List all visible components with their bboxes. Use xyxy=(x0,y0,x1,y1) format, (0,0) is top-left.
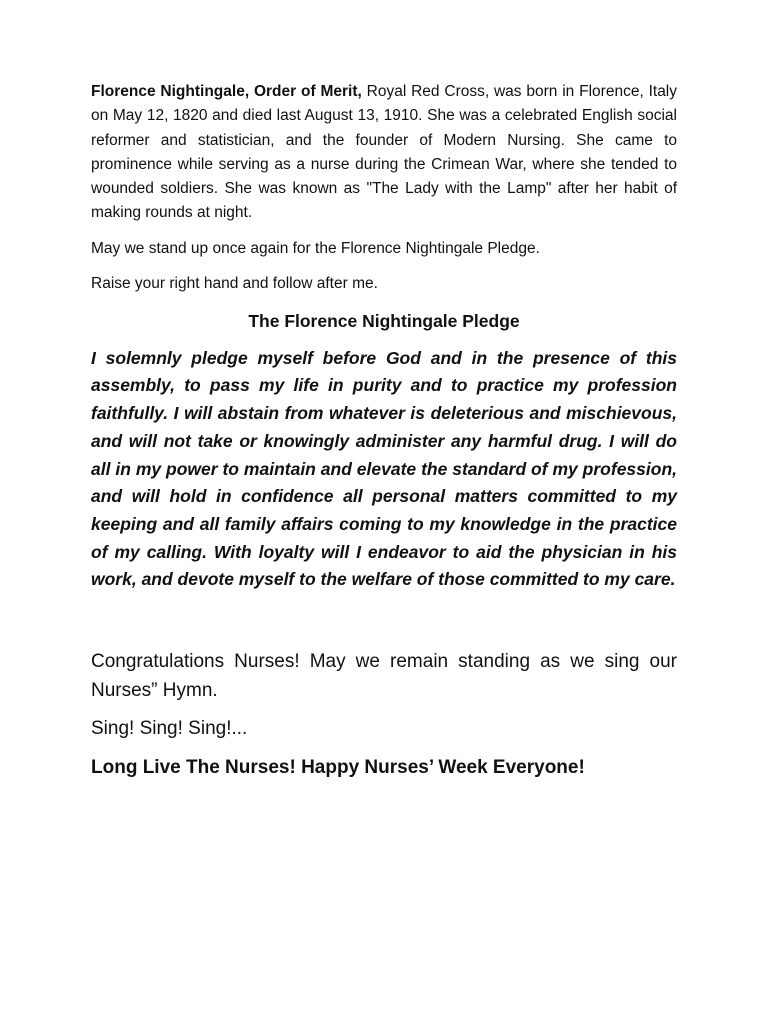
raise-instruction: Raise your right hand and follow after me. xyxy=(91,274,378,292)
intro-paragraph xyxy=(91,80,677,226)
intro-lead: Florence Nightingale, Order of Merit, xyxy=(91,83,362,100)
pledge-text: I solemnly pledge myself before God and in the presence of this assembly, to pass my life in purity and to practice my profession faithfully. I will abstain from whatever is deleterious and mischievous, and will not take or knowingly administer any harmful drug. I will do all in my power to maintain and elevate the standard of my profession, and will hold in confidence all personal matters committed to my keeping and all family affairs coming to my knowledge in the practice of my calling. With loyalty will I endeavor to aid the physician in his work, and devote myself to the welfare of those committed to my care. xyxy=(91,347,677,590)
pledge-title: The Florence Nightingale Pledge xyxy=(248,310,520,331)
intro-body: Royal Red Cross, was born in Florence, Italy on May 12, 1820 and died last August 13, 1910. She was a celebrated English social reformer and statistician, and the founder of Modern Nursing. She came to prominence while serving as a nurse during the Crimean War, where she tended to wounded soldiers. She was known as "The Lady with the Lamp" after her habit of making rounds at night. xyxy=(91,83,678,222)
document-page xyxy=(91,80,677,780)
sing-line: Sing! Sing! Sing!... xyxy=(91,718,248,740)
closing-line: Long Live The Nurses! Happy Nurses’ Week Everyone! xyxy=(91,757,585,779)
congratulations-line: Congratulations Nurses! May we remain standing as we sing our Nurses” Hymn. xyxy=(91,651,677,701)
stand-instruction: May we stand up once again for the Florence Nightingale Pledge. xyxy=(91,239,540,257)
